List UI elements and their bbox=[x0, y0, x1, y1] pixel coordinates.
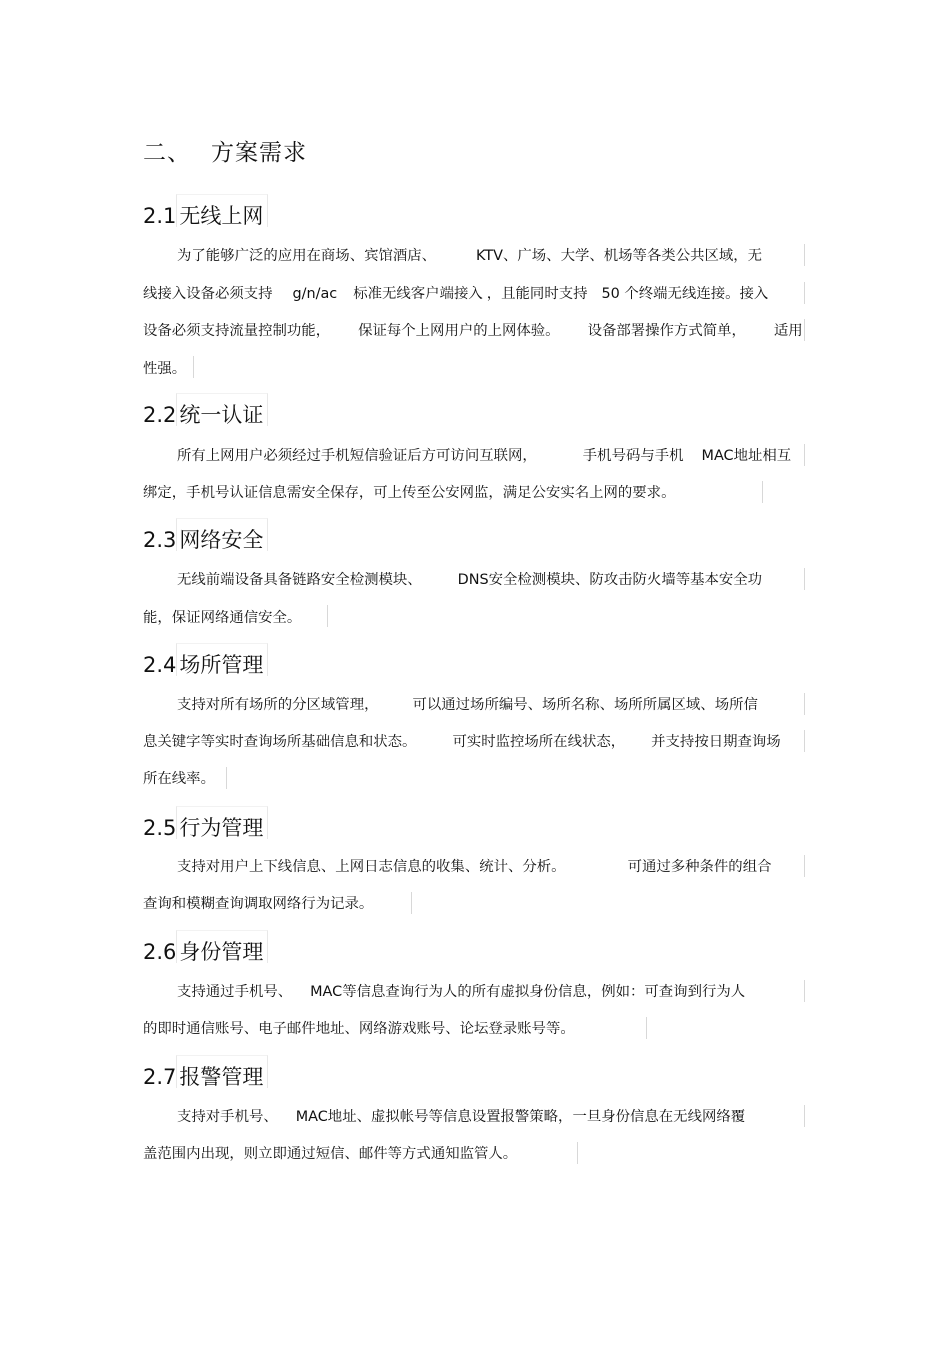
paragraph-line: 所有上网用户必须经过手机短信验证后方可访问互联网， 手机号码与手机 MAC地址相互 bbox=[177, 448, 792, 464]
paragraph-line: 设备必须支持流量控制功能， 保证每个上网用户的上网体验。 设备部署操作方式简单， 适用 bbox=[143, 323, 803, 339]
chapter-number: 二、 bbox=[143, 140, 191, 166]
paragraph-line: 所在线率。 bbox=[143, 771, 215, 787]
paragraph-line: 的即时通信账号、电子邮件地址、网络游戏账号、论坛登录账号等。 bbox=[143, 1021, 575, 1037]
chapter-title bbox=[143, 134, 307, 167]
paragraph-line: 支持通过手机号、 MAC等信息查询行为人的所有虚拟身份信息，例如：可查询到行为人 bbox=[177, 984, 746, 1000]
paragraph-line: 息关键字等实时查询场所基础信息和状态。 可实时监控场所在线状态， 并支持按日期查询场 bbox=[143, 734, 781, 750]
paragraph-line: 能，保证网络通信安全。 bbox=[143, 610, 302, 626]
section-heading-2-1: 2.1 无线上网 bbox=[143, 200, 267, 230]
section-heading-2-5: 2.5 行为管理 bbox=[143, 812, 267, 842]
paragraph-line: 绑定，手机号认证信息需安全保存，可上传至公安网监，满足公安实名上网的要求。 bbox=[143, 485, 676, 501]
paragraph-line: 无线前端设备具备链路安全检测模块、 DNS安全检测模块、防攻击防火墙等基本安全功 bbox=[177, 572, 763, 588]
paragraph-line: 性强。 bbox=[143, 361, 187, 377]
paragraph-line: 盖范围内出现，则立即通过短信、邮件等方式通知监管人。 bbox=[143, 1146, 518, 1162]
paragraph-line: 支持对用户上下线信息、上网日志信息的收集、统计、分析。 可通过多种条件的组合 bbox=[177, 859, 772, 875]
section-heading-2-4: 2.4 场所管理 bbox=[143, 649, 267, 679]
section-heading-2-7: 2.7 报警管理 bbox=[143, 1061, 267, 1091]
section-heading-2-3: 2.3 网络安全 bbox=[143, 524, 267, 554]
section-heading-2-6: 2.6 身份管理 bbox=[143, 936, 267, 966]
section-heading-2-2: 2.2 统一认证 bbox=[143, 399, 267, 429]
paragraph-line: 支持对所有场所的分区域管理， 可以通过场所编号、场所名称、场所所属区域、场所信 bbox=[177, 697, 758, 713]
paragraph-line: 支持对手机号、 MAC地址、虚拟帐号等信息设置报警策略，一旦身份信息在无线网络覆 bbox=[177, 1109, 746, 1125]
paragraph-line: 查询和模糊查询调取网络行为记录。 bbox=[143, 896, 374, 912]
paragraph-line: 为了能够广泛的应用在商场、宾馆酒店、 KTV、广场、大学、机场等各类公共区域，无 bbox=[177, 248, 763, 264]
chapter-name: 方案需求 bbox=[211, 140, 307, 166]
paragraph-line: 线接入设备必须支持 g/n/ac 标准无线客户端接入 ，且能同时支持 50 个终端无线连接。接入 bbox=[143, 286, 769, 302]
